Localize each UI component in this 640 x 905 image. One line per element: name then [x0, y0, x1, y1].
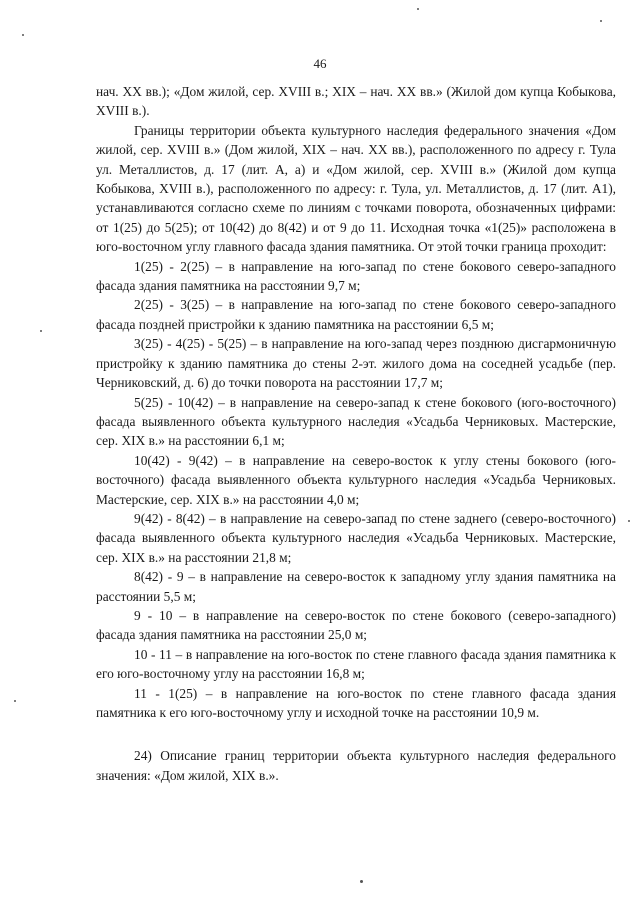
scan-speck: [22, 34, 24, 36]
paragraph-segment-9-8: 9(42) - 8(42) – в направление на северо-запад по стене заднего (северо-восточного) фасада выявленного объекта культурного наследия «Усадьба Черниковых. Мастерские, сер. XIX в.» на расстоянии 21,8 м;: [96, 510, 616, 565]
paragraph-segment-1-2: 1(25) - 2(25) – в направление на юго-запад по стене бокового северо-западного фасада здания памятника на расстоянии 9,7 м;: [96, 258, 616, 294]
document-body: [96, 82, 616, 785]
paragraph-segment-5-10: 5(25) - 10(42) – в направление на северо-запад к стене бокового (юго-восточного) фасада выявленного объекта культурного наследия «Усадьба Черниковых. Мастерские, сер. XIX в.» на расстоянии 6,1 м;: [96, 394, 616, 449]
paragraph-boundaries-intro: Границы территории объекта культурного наследия федерального значения «Дом жилой, сер. XVIII в.» (Дом жилой, XIX – нач. XX вв.), расположенного по адресу г. Тула ул. Металлистов, д. 17 (лит. А, а) и «Дом жилой, сер. XVIII в.» (Жилой дом купца Кобыкова, XVIII в.), расположенного по адресу: г. Тула, ул. Металлистов, д. 17 (лит. А1), устанавливаются согласно схеме по линиям с точками поворота, обозначенных цифрами: от 1(25) до 5(25); от 10(42) до 8(42) и от 9 до 11. Исходная точка «1(25)» расположена в юго-восточном углу главного фасада здания памятника. От этой точки граница проходит:: [96, 122, 616, 255]
paragraph-segment-10-11: 10 - 11 – в направление на юго-восток по стене главного фасада здания памятника к его юго-восточному углу на расстоянии 16,8 м;: [96, 646, 616, 682]
paragraph-segment-3-5: 3(25) - 4(25) - 5(25) – в направление на юго-запад через позднюю дисгармоничную пристройку к зданию памятника до стены 2-эт. жилого дома на соседней усадьбе (пер. Черниковский, д. 6) до точки поворота на расстоянии 17,7 м;: [96, 336, 616, 391]
paragraph-continuation: нач. XX вв.); «Дом жилой, сер. XVIII в.; XIX – нач. XX вв.» (Жилой дом купца Кобыкова, XVIII в.).: [96, 84, 616, 119]
scan-speck: [417, 8, 419, 10]
scan-speck: [360, 880, 363, 883]
paragraph-segment-9-10: 9 - 10 – в направление на северо-восток по стене бокового (северо-западного) фасада здания памятника на расстоянии 25,0 м;: [96, 607, 616, 643]
page-number: 46: [313, 56, 327, 71]
paragraph-segment-10-9: 10(42) - 9(42) – в направление на северо-восток к углу стены бокового (юго-восточного) фасада выявленного объекта культурного наследия «Усадьба Черниковых. Мастерские, сер. XIX в.» на расстоянии 4,0 м;: [96, 452, 616, 507]
scan-speck: [600, 20, 602, 22]
paragraph-section-24: 24) Описание границ территории объекта культурного наследия федерального значения: «Дом жилой, XIX в.».: [96, 748, 616, 783]
scan-speck: [40, 330, 42, 332]
paragraph-segment-11-1: 11 - 1(25) – в направление на юго-восток по стене главного фасада здания памятника к его юго-восточному углу и исходной точке на расстоянии 10,9 м.: [96, 685, 616, 720]
scan-speck: [14, 700, 16, 702]
scan-speck: [628, 520, 630, 522]
paragraph-gap: [96, 722, 616, 746]
paragraph-segment-8-9: 8(42) - 9 – в направление на северо-восток к западному углу здания памятника на расстоянии 5,5 м;: [96, 569, 616, 604]
paragraph-segment-2-3: 2(25) - 3(25) – в направление на юго-запад по стене бокового северо-западного фасада поздней пристройки к зданию памятника на расстоянии 6,5 м;: [96, 297, 616, 332]
